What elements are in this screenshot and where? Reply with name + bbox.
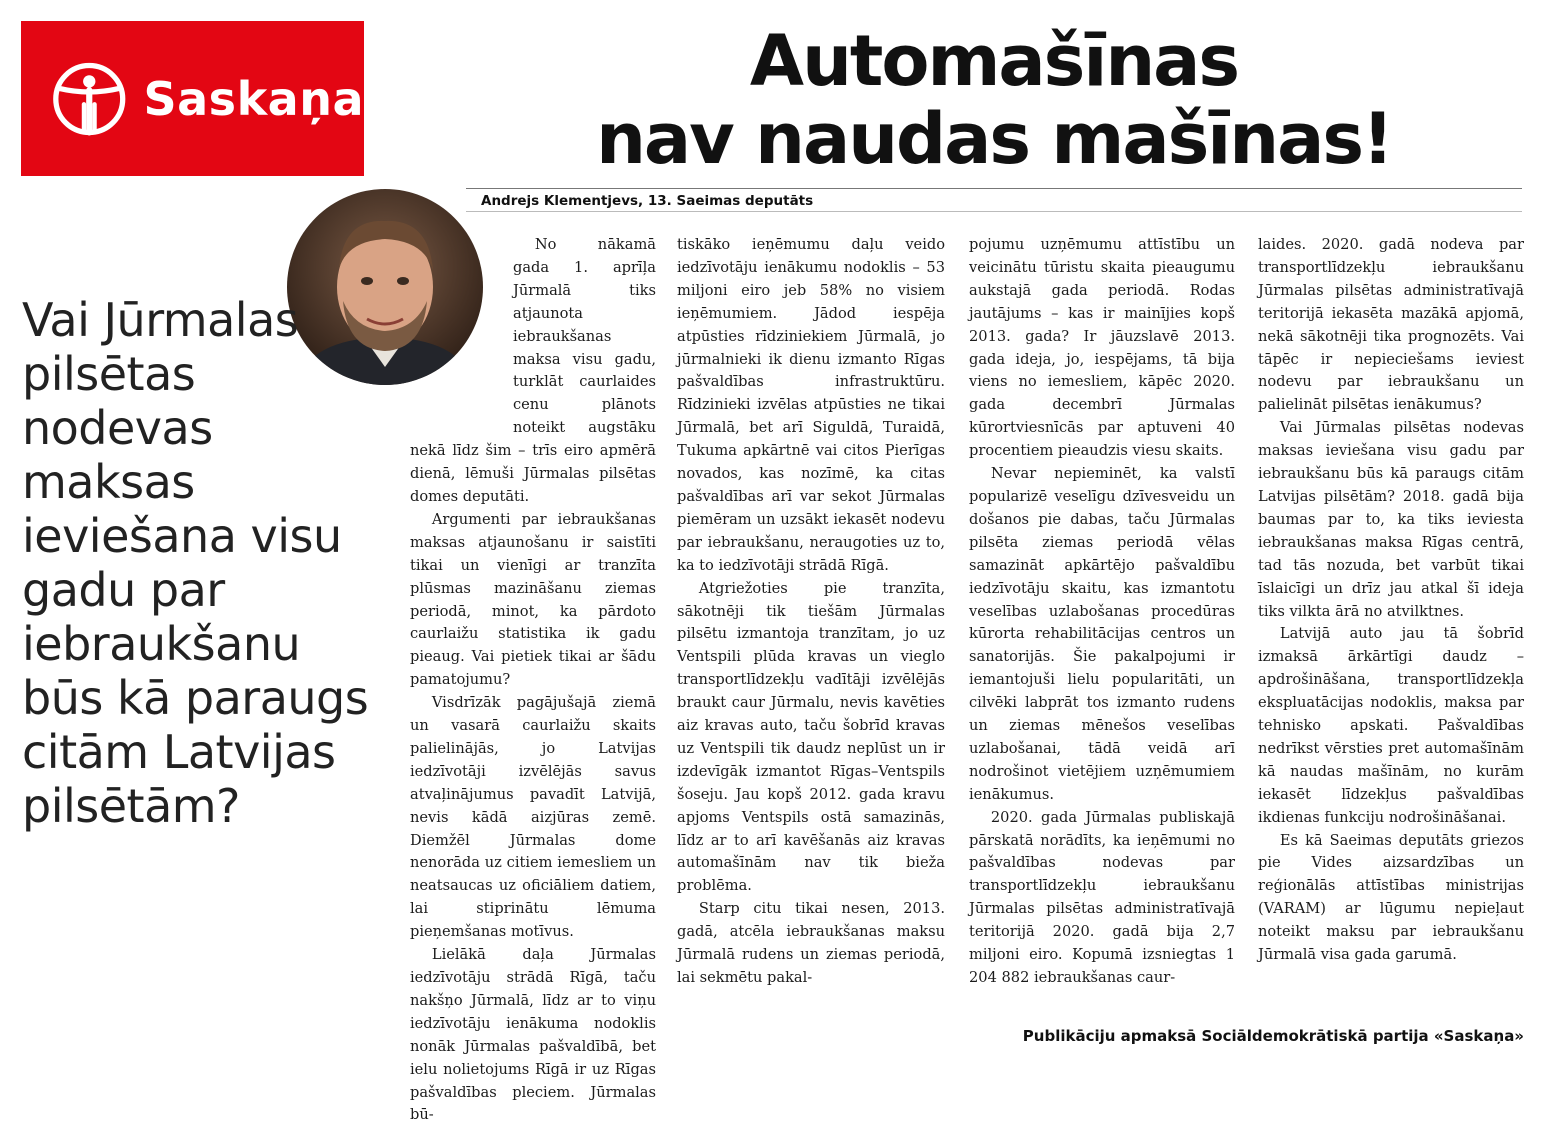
article-column-3 xyxy=(969,234,1235,990)
article-paragraph: No nākamā gada 1. aprīļa Jūrmalā tiks atjaunota iebraukšanas maksa visu gadu, turklāt caurlaides cenu plānots noteikt augstāku nekā līdz šim – trīs eiro apmērā dienā, lēmuši Jūrmalas pilsētas domes deputāti. xyxy=(410,236,656,505)
headline-line-1: Automašīnas xyxy=(749,20,1239,102)
pull-quote: Vai Jūrmalas pilsētas nodevas maksas ieviešana visu gadu par iebraukšanu būs kā paraugs citām Latvijas pilsētām? xyxy=(22,293,369,833)
article-paragraph: 2020. gada Jūrmalas publiskajā pārskatā norādīts, ka ieņēmumi no pašvaldības nodevas par transportlīdzekļu iebraukšanu Jūrmalas pilsētas administratīvajā teritorijā 2020. gadā bija 2,7 miljoni eiro. Kopumā izsniegtas 1 204 882 iebraukšanas caur- xyxy=(969,808,1235,986)
article-paragraph: Nevar nepieminēt, ka valstī popularizē veselīgu dzīvesveidu un došanos pie dabas, taču Jūrmalas pilsēta ziemas periodā vēlas samazināt apkārtējo pašvaldību iedzīvotāju skaitu, kas izmantotu veselības uzlabošanas procedūras kūrorta rehabilitācijas centros un sanatorijās. Šie pakalpojumi ir iemantojuši lielu popularitāti, un cilvēki labprāt tos izmanto rudens un ziemas mēnešos veselības uzlabošanai, tādā veidā arī nodrošinot vietējiem uzņēmumiem ienākumus. xyxy=(969,465,1235,803)
article-paragraph: Argumenti par iebraukšanas maksas atjaunošanu ir saistīti tikai un vienīgi ar tranzīta plūsmas mazināšanu ziemas periodā, minot, ka pārdoto caurlaižu statistika ik gadu pieaug. Vai pietiek tikai ar šādu pamatojumu? xyxy=(410,510,656,689)
article-paragraph: Es kā Saeimas deputāts griezos pie Vides aizsardzības un reģionālās attīstības ministrijas (VARAM) ar lūgumu nepieļaut noteikt maksu par iebraukšanu Jūrmalā visa gada garumā. xyxy=(1258,831,1524,964)
byline: Andrejs Klementjevs, 13. Saeimas deputāts xyxy=(481,193,814,209)
article-column-4 xyxy=(1258,234,1524,967)
saskana-logo xyxy=(21,21,364,176)
vitruvian-man-icon xyxy=(47,49,132,149)
sponsor-footer: Publikāciju apmaksā Sociāldemokrātiskā partija «Saskaņa» xyxy=(1022,1027,1524,1045)
article-paragraph: Lielākā daļa Jūrmalas iedzīvotāju strādā Rīgā, taču nakšņo Jūrmalā, līdz ar to viņu iedzīvotāju ienākuma nodoklis nonāk Jūrmalas pašvaldībā, bet ielu nolietojums Rīgā ir uz Rīgas pašvaldības pleciem. Jūrmalas bū- xyxy=(410,946,656,1124)
brand-name: Saskaņa xyxy=(143,71,364,126)
article-paragraph: Latvijā auto jau tā šobrīd izmaksā ārkārtīgi daudz – apdrošināšana, transportlīdzekļa ekspluatācijas nodoklis, maksa par tehnisko apskati. Pašvaldības nedrīkst vērsties pret automašīnām kā naudas mašīnām, no kurām iekasēt līdzekļus pašvaldības ikdienas funkciju nodrošināšanai. xyxy=(1258,625,1524,826)
byline-rule-top xyxy=(466,188,1522,189)
byline-rule-bottom xyxy=(466,211,1522,212)
headline-line-2: nav naudas mašīnas! xyxy=(596,98,1392,180)
article-paragraph: Atgriežoties pie tranzīta, sākotnēji tik tiešām Jūrmalas pilsētu izmantoja tranzītam, jo uz Ventspili plūda kravas un vieglo transportlīdzekļu vadītāji izvēlējās braukt caur Jūrmalu, nevis kavēties aiz kravas auto, taču šobrīd kravas uz Ventspili tik daudz neplūst un ir izdevīgāk izmantot Rīgas–Ventspils šoseju. Jau kopš 2012. gada kravu apjoms Ventspils ostā samazinās, līdz ar to arī kavēšanās aiz kravas automašīnām nav tik bieža problēma. xyxy=(677,579,945,895)
article-paragraph: Vai Jūrmalas pilsētas nodevas maksas ieviešana visu gadu par iebraukšanu būs kā paraugs citām Latvijas pilsētām? 2018. gadā bija baumas par to, ka tiks ieviesta iebraukšanas maksa Rīgas centrā, tad tās nozuda, bet varbūt tikai īslaicīgi un drīz jau atkal šī ideja tiks vilkta ārā no atvilktnes. xyxy=(1258,419,1524,620)
article-paragraph: Starp citu tikai nesen, 2013. gadā, atcēla iebraukšanas maksu Jūrmalā rudens un ziemas periodā, lai sekmētu pakal- xyxy=(677,900,945,986)
article-column-1 xyxy=(410,234,656,1127)
portrait-text-wrap xyxy=(410,234,513,434)
article-paragraph: laides. 2020. gadā nodeva par transportlīdzekļu iebraukšanu Jūrmalas pilsētas administratīvajā teritorijā iekasēta mazākā apjomā, nekā sākotnēji tika prognozēts. Vai tāpēc ir nepieciešams ieviest nodevu par iebraukšanu un palielināt pilsētas ienākumus? xyxy=(1258,236,1524,414)
article-paragraph: Visdrīzāk pagājušajā ziemā un vasarā caurlaižu skaits palielinājās, jo Latvijas iedzīvotāji izvēlējās savus atvaļinājumus pavadīt Latvijā, nevis kādā aizjūras zemē. Diemžēl Jūrmalas dome nenorāda uz citiem iemesliem un neatsaucas uz oficiāliem datiem, lai stiprinātu lēmuma pieņemšanas motīvus. xyxy=(410,694,656,941)
headline xyxy=(466,22,1522,178)
article-paragraph: pojumu uzņēmumu attīstību un veicinātu tūristu skaita pieaugumu aukstajā gada periodā. Rodas jautājums – kas ir mainījies kopš 2013. gada? Ir jāuzslavē 2013. gada ideja, jo, iespējams, tā bija viens no iemesliem, kāpēc 2020. gada decembrī Jūrmalas kūrortviesnīcās par aptuveni 40 procentiem pieaudzis viesu skaits. xyxy=(969,236,1235,460)
article-paragraph: tiskāko ieņēmumu daļu veido iedzīvotāju ienākumu nodoklis – 53 miljoni eiro jeb 58% no visiem ieņēmumiem. Jādod iespēja atpūsties rīdziniekiem Jūrmalā, jo jūrmalnieki ik dienu izmanto Rīgas pašvaldības infrastruktūru. Rīdzinieki izvēlas atpūsties ne tikai Jūrmalā, bet arī Siguldā, Turaidā, Tukuma apkārtnē vai citos Pierīgas novados, kas nozīmē, ka citas pašvaldības arī var sekot Jūrmalas piemēram un uzsākt iekasēt nodevu par iebraukšanu, neraugoties uz to, ka to iedzīvotāji strādā Rīgā. xyxy=(677,236,945,574)
article-column-2 xyxy=(677,234,945,990)
